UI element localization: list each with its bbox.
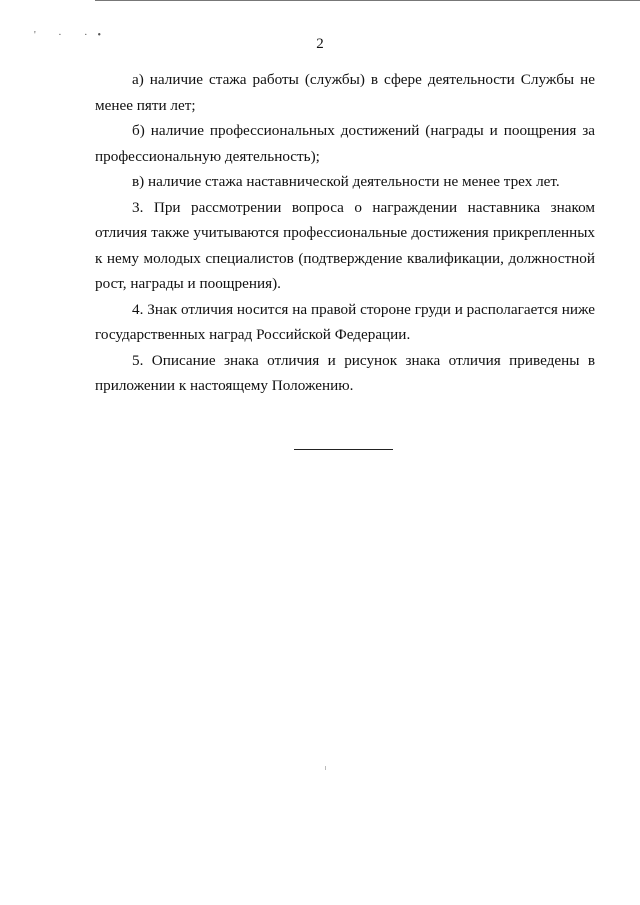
scan-mark	[325, 766, 326, 770]
page-number: 2	[316, 36, 324, 52]
end-divider-line	[294, 449, 393, 450]
paragraph-4: 4. Знак отличия носится на правой стороне груди и располагается ниже государственных наград Российской Федерации.	[95, 300, 595, 343]
top-border-line	[95, 0, 640, 1]
paragraph-3: 3. При рассмотрении вопроса о награждении наставника знаком отличия также учитываются профессиональные достижения прикрепленных к нему молодых специалистов (подтверждение квалификации, должностной рост, награды и поощрения).	[95, 198, 595, 292]
paragraph-a: а) наличие стажа работы (службы) в сфере деятельности Службы не менее пяти лет;	[95, 71, 595, 114]
paragraph-5: 5. Описание знака отличия и рисунок знака отличия приведены в приложении к настоящему Положению.	[95, 351, 595, 394]
document-body	[95, 67, 595, 399]
scan-specks: ' · ·•	[34, 30, 111, 41]
paragraph-b: б) наличие профессиональных достижений (награды и поощрения за профессиональную деятельность);	[95, 122, 595, 165]
paragraph-c: в) наличие стажа наставнической деятельности не менее трех лет.	[132, 173, 560, 190]
